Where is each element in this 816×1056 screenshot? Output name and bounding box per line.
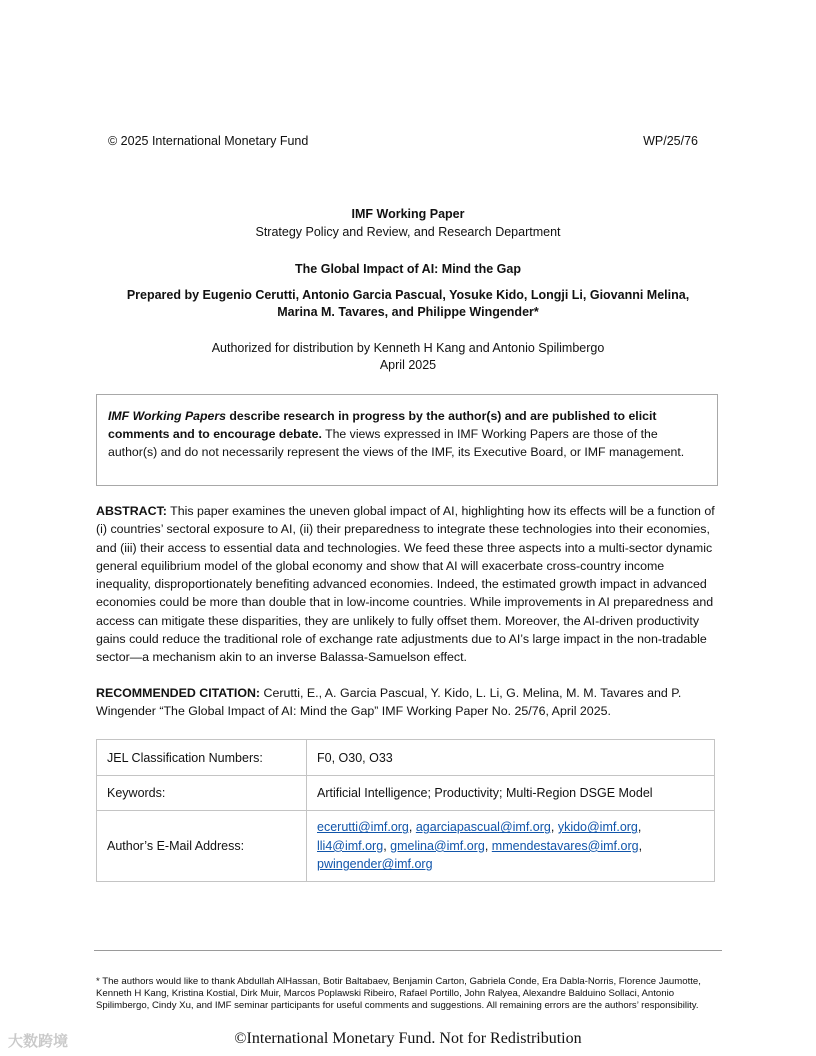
email-link[interactable]: ecerutti@imf.org	[317, 820, 409, 835]
abstract-label: ABSTRACT:	[96, 504, 167, 518]
redistribution-notice: ©International Monetary Fund. Not for Redistribution	[234, 1030, 582, 1047]
citation-label: RECOMMENDED CITATION:	[96, 686, 261, 700]
email-link[interactable]: gmelina@imf.org	[390, 838, 485, 853]
email-link[interactable]: pwingender@imf.org	[317, 857, 433, 872]
metadata-table	[96, 739, 715, 882]
email-separator: ,	[638, 838, 643, 853]
abstract	[96, 502, 720, 667]
email-separator: ,	[637, 820, 642, 835]
email-separator: ,	[484, 838, 489, 853]
paper-number: WP/25/76	[643, 134, 698, 148]
footnote: * The authors would like to thank Abdullah AlHassan, Botir Baltabaev, Benjamin Carton, Gabriela Conde, Era Dabla-Norris, Florence Jaumotte, Kenneth H Kang, Kristina Kostial, Dirk Muir, Marcos Poplawski Ribeiro, Rafael Portillo, John Ralyea, Alexandre Balduino Sollaci, Antonio Spilimbergo, Cindy Xu, and IMF seminar participants for useful comments and suggestions. All remaining errors are the authors’ responsibility.	[96, 976, 701, 1011]
email-link[interactable]: mmendestavares@imf.org	[491, 838, 639, 853]
table-row	[97, 811, 715, 882]
email-separator: ,	[408, 820, 413, 835]
jel-value: F0, O30, O33	[307, 740, 715, 776]
department: Strategy Policy and Review, and Research Department	[255, 225, 561, 239]
email-separator: ,	[383, 838, 387, 853]
copyright-notice: © 2025 International Monetary Fund	[108, 134, 309, 148]
table-row	[97, 776, 715, 811]
table-row	[97, 740, 715, 776]
series-label: IMF Working Paper	[351, 207, 465, 221]
email-link[interactable]: lli4@imf.org	[317, 838, 384, 853]
watermark: 大数跨境	[8, 1033, 69, 1050]
citation	[96, 684, 720, 721]
paper-title: The Global Impact of AI: Mind the Gap	[295, 262, 521, 276]
authors-line-2: Marina M. Tavares, and Philippe Wingender*	[277, 305, 539, 319]
authorization: Authorized for distribution by Kenneth H Kang and Antonio Spilimbergo	[211, 341, 605, 355]
citation-text: Cerutti, E., A. Garcia Pascual, Y. Kido, L. Li, G. Melina, M. M. Tavares and P. Wingender “The Global Impact of AI: Mind the Gap” IMF Working Paper No. 25/76, April 2025.	[96, 686, 682, 719]
abstract-text: This paper examines the uneven global impact of AI, highlighting how its effects will be a function of (i) countries’ sectoral exposure to AI, (ii) their preparedness to integrate these technologies into their economies, and (iii) their access to essential data and technologies. We feed these three aspects into a multi-sector dynamic general equilibrium model of the global economy and show that AI will exacerbate cross-country income inequality, disproportionately benefiting advanced economies. Indeed, the estimated growth impact in advanced economies could be more than double that in low-income countries. While improvements in AI preparedness and access can mitigate these disparities, they are unlikely to fully offset them. Moreover, the AI-driven productivity gains could reduce the traditional role of exchange rate adjustments due to AI’s large impact in the non-tradable sector—a mechanism akin to an inverse Balassa-Samuelson effect.	[96, 504, 715, 665]
email-link[interactable]: agarciapascual@imf.org	[415, 820, 551, 835]
jel-label: JEL Classification Numbers:	[97, 740, 307, 776]
email-separator: ,	[550, 820, 555, 835]
keywords-value: Artificial Intelligence; Productivity; Multi-Region DSGE Model	[307, 776, 715, 811]
disclaimer-bold: describe research in progress by the author(s) and are published to elicit comments and to encourage debate.	[108, 409, 657, 441]
disclaimer-series: IMF Working Papers	[108, 409, 226, 423]
publication-date: April 2025	[379, 358, 437, 372]
authors-line-1: Prepared by Eugenio Cerutti, Antonio Garcia Pascual, Yosuke Kido, Longji Li, Giovanni Melina,	[126, 288, 690, 302]
email-list	[307, 811, 715, 882]
disclaimer-text: The views expressed in IMF Working Papers are those of the author(s) and do not necessarily represent the views of the IMF, its Executive Board, or IMF management.	[108, 427, 685, 459]
footnote-divider	[94, 950, 722, 951]
email-label: Author’s E-Mail Address:	[97, 811, 307, 882]
keywords-label: Keywords:	[97, 776, 307, 811]
email-link[interactable]: ykido@imf.org	[557, 820, 638, 835]
disclaimer-box	[96, 394, 718, 486]
